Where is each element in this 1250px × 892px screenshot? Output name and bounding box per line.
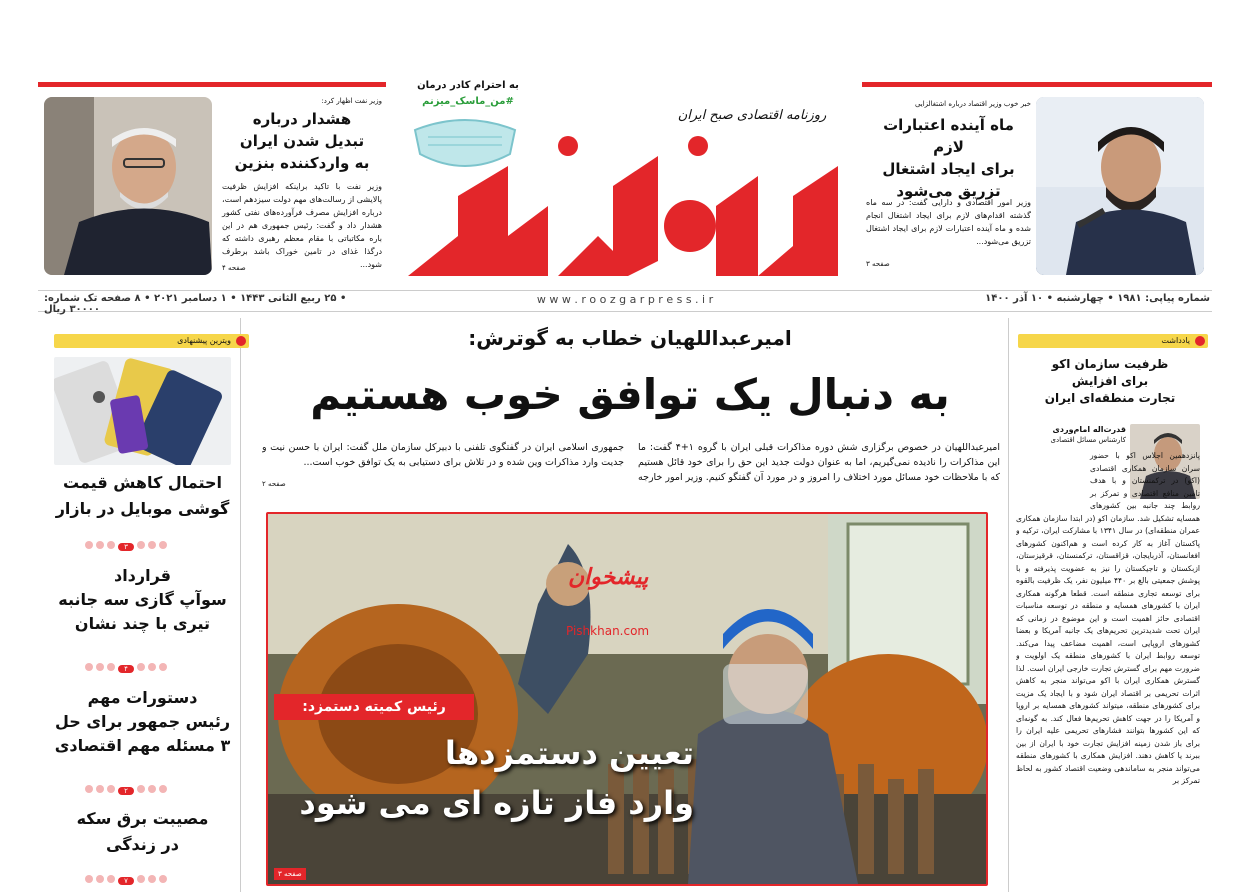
bullet-icon bbox=[1195, 336, 1205, 346]
headline-line: تعیین دستمزدها bbox=[444, 734, 694, 772]
watermark-url: Pishkhan.com bbox=[566, 624, 650, 638]
top-right-rule bbox=[862, 82, 1212, 87]
minister-photo-left bbox=[44, 97, 212, 275]
sidebar-item[interactable] bbox=[54, 564, 231, 636]
page-number: ۲ bbox=[118, 787, 134, 795]
headline-line: وارد فاز تازه ای می شود bbox=[299, 784, 694, 822]
editorial-text: پانزدهمین اجلاس اکو با حضور سران سازمان همکاری اقتصادی (اکو) در ترکمنستان و با هدف تامین منافع اقتصادی و تمرکز بر روابط چند جانبه بین کشورهای همسایه تشکیل شد. سازمان اکو (در ابتدا سازمان همکاری عمران منطقه‌ای) در سال ۱۳۴۱ با مشارکت ایران، ترکیه و پاکستان آغاز به کار کرده است و هم‌اکنون کشورهای افغانستان، آذربایجان، قزاقستان، ترکمنستان، قرقیزستان، ازبکستان و تاجیکستان را نیز به عضویت پذیرفته و با پوشش جمعیتی بالغ بر ۴۴۰ میلیون نفر، یک ظرفیت بالقوه برای توسعه تجاری منطقه است. قطعا هرگونه همکاری ایران با کشورهای همسایه و منطقه در توسعه مناسبات اقتصادی حائز اهمیت است و این موضوع در زمانی که ایران تحت شدیدترین تحریم‌های یک جانبه آمریکا و بعضا کشورهای اروپایی است، اهمیت مضاعف پیدا می‌کند. توسعه روابط ایران با کشورهای منطقه یک اولویت و ضرورت مهم برای گسترش تجارت خارجی ایران است. لذا گسترش همکاری ایران با اکو می‌تواند منجر به کاهش اثرات تحریمی بر اقتصاد ایران شود و با ایجاد یک مزیت برای کشورهای منطقه، میتواند کشورهای همسایه بر اروپا و آمریکا را در جهت کاهش تحریم‌ها فعال کند. به گونه‌ای که این کشورها بتوانند فشارهای تحریمی علیه ایران را برای باز شدن زمینه افزایش تجارت خود با ایران از بین ببرند یا کاهش دهند. افزایش همکاری با کشورهای منطقه می‌تواند منجر به ساماندهی وضعیت اقتصاد کشور به لحاظ تمرکز بر bbox=[1016, 451, 1200, 785]
editorial-body bbox=[1016, 450, 1200, 892]
mask-note: به احترام کادر درمان bbox=[417, 80, 519, 91]
top-left-rule bbox=[38, 82, 386, 87]
feature-photo[interactable] bbox=[266, 512, 988, 886]
author-role: کارشناس مسائل اقتصادی bbox=[1050, 436, 1126, 444]
sidebar-item-title: احتمال کاهش قیمت bbox=[63, 473, 222, 492]
photo-headline bbox=[274, 728, 694, 828]
minister-photo-right bbox=[1036, 97, 1204, 275]
headline-line: به واردکننده بنزین bbox=[234, 154, 370, 172]
lead-kicker: امیرعبداللهیان خطاب به گوترش: bbox=[468, 326, 792, 350]
date-line: • ۲۵ ربیع الثانی ۱۴۴۳ • ۱ دسامبر ۲۰۲۱ • ۸ صفحه تک شماره: ۳۰۰۰۰ ریال bbox=[44, 293, 347, 315]
issue-line: شماره پیاپی: ۱۹۸۱ • چهارشنبه • ۱۰ آذر ۱۴۰۰ bbox=[985, 293, 1210, 304]
lead-headline[interactable]: به دنبال یک توافق خوب هستیم bbox=[310, 370, 950, 419]
sidebar-item-title: در زندگی bbox=[106, 835, 179, 854]
headline-line: تبدیل شدن ایران bbox=[239, 132, 365, 150]
sidebar-section-tab bbox=[54, 334, 249, 348]
sidebar-item-title: سوآپ گازی سه جانبه bbox=[58, 590, 227, 609]
sidebar-item[interactable] bbox=[54, 470, 231, 522]
headline-line: ظرفیت سازمان اکو bbox=[1051, 357, 1169, 371]
mask-hashtag: #من_ماسک_میزنم bbox=[422, 96, 514, 107]
editorial-section-label: یادداشت bbox=[1161, 336, 1190, 345]
column-divider bbox=[240, 318, 241, 892]
top-left-body: وزیر نفت با تاکید براینکه افزایش ظرفیت پالایشی از رسالت‌های مهم دولت سیزدهم است، درباره افزایش مصرف فرآورده‌های نفتی کشور هشدار داد و گفت: رئیس جمهوری هم در این باره مکاتباتی با مقام معظم رهبری داشته که درگذا غذای در تامین خوراک باشد برطرف شود... bbox=[222, 182, 382, 269]
top-right-page-ref[interactable]: صفحه ۳ bbox=[866, 260, 890, 268]
lead-body bbox=[262, 440, 1000, 496]
headline-line: تزریق می‌شود bbox=[896, 182, 1001, 200]
watermark: پیشخوان bbox=[568, 564, 649, 590]
sidebar-item-title: قرارداد bbox=[113, 566, 172, 585]
lead-text: امیرعبداللهیان در خصوص برگزاری شش دوره مذاکرات قبلی ایران با گروه ۱+۴ گفت: ما این مذاکرات را نادیده نمی‌گیریم، اما به عنوان دولت جدید این حق را برای خود قائل هستیم که با ملاحظات خود مسائل مورد اختلاف را امروز و در مورد آن گفتگو کنیم. وزیر امور خارجه جمهوری اسلامی ایران در گفتگوی تلفنی با دبیرکل سازمان ملل گفت: ایران با حسن نیت و جدیت وارد مذاکرات وین شده و در تلاش برای دستیابی به یک توافق خوب است... bbox=[262, 442, 1000, 483]
page-dots bbox=[82, 868, 167, 885]
author-name: قدرت‌اله امام‌وردی bbox=[1052, 425, 1126, 434]
page-number: ۴ bbox=[118, 665, 134, 673]
headline-line: تجارت منطقه‌ای ایران bbox=[1044, 391, 1176, 405]
top-left-kicker: وزیر نفت اظهار کرد: bbox=[321, 97, 382, 105]
page-number: ۷ bbox=[118, 877, 134, 885]
headline-line: ماه آینده اعتبارات لازم bbox=[883, 116, 1014, 156]
sidebar-item[interactable] bbox=[54, 686, 231, 758]
page-dots bbox=[82, 534, 167, 551]
headline-line: برای افزایش bbox=[1071, 374, 1149, 388]
tagline: روزنامه اقتصادی صبح ایران bbox=[677, 108, 827, 123]
page-number: ۳ bbox=[118, 543, 134, 551]
sidebar-item-title: دستورات مهم bbox=[87, 688, 198, 707]
top-right-kicker: خبر خوب وزیر اقتصاد درباره اشتغالزایی bbox=[914, 100, 1031, 108]
phones-photo bbox=[54, 357, 231, 465]
sidebar-item[interactable] bbox=[54, 806, 231, 858]
editorial-headline[interactable] bbox=[1030, 356, 1190, 407]
column-divider bbox=[1008, 318, 1009, 892]
sidebar-item-title: مصیبت برق سکه bbox=[76, 809, 209, 828]
photo-kicker: رئیس کمیته دستمزد: bbox=[274, 694, 474, 720]
float-spacer bbox=[1016, 450, 1090, 505]
sidebar-item-title: رئیس جمهور برای حل bbox=[54, 712, 231, 731]
sidebar-item-title: تیری با چند نشان bbox=[74, 614, 211, 633]
bullet-icon bbox=[236, 336, 246, 346]
top-right-headline[interactable] bbox=[866, 114, 1031, 202]
website-url[interactable]: w w w . r o o z g a r p r e s s . i r bbox=[536, 293, 714, 306]
editorial-section-tab bbox=[1018, 334, 1208, 348]
page-dots bbox=[82, 778, 167, 795]
sidebar-section-label: ویترین پیشنهادی bbox=[177, 336, 231, 345]
sidebar-item-title: ۳ مسئله مهم اقتصادی bbox=[54, 736, 231, 755]
lead-page-ref[interactable]: صفحه ۲ bbox=[262, 480, 286, 488]
photo-page-ref[interactable]: صفحه ۳ bbox=[274, 868, 306, 880]
top-left-page-ref[interactable]: صفحه ۴ bbox=[222, 264, 246, 272]
headline-line: برای ایجاد اشتغال bbox=[882, 160, 1015, 178]
sidebar-item-title: گوشی موبایل در بازار bbox=[55, 499, 230, 518]
page-dots bbox=[82, 656, 167, 673]
headline-line: هشدار درباره bbox=[252, 110, 352, 128]
top-right-body: وزیر امور اقتصادی و دارایی گفت: در سه ماه گذشته اقدام‌های لازم برای ایجاد اشتغال انجام شده و ماه آینده اعتبارات لازم برای ایجاد اشتغال تزریق می‌شود... bbox=[866, 198, 1031, 246]
top-left-headline[interactable] bbox=[222, 108, 382, 174]
